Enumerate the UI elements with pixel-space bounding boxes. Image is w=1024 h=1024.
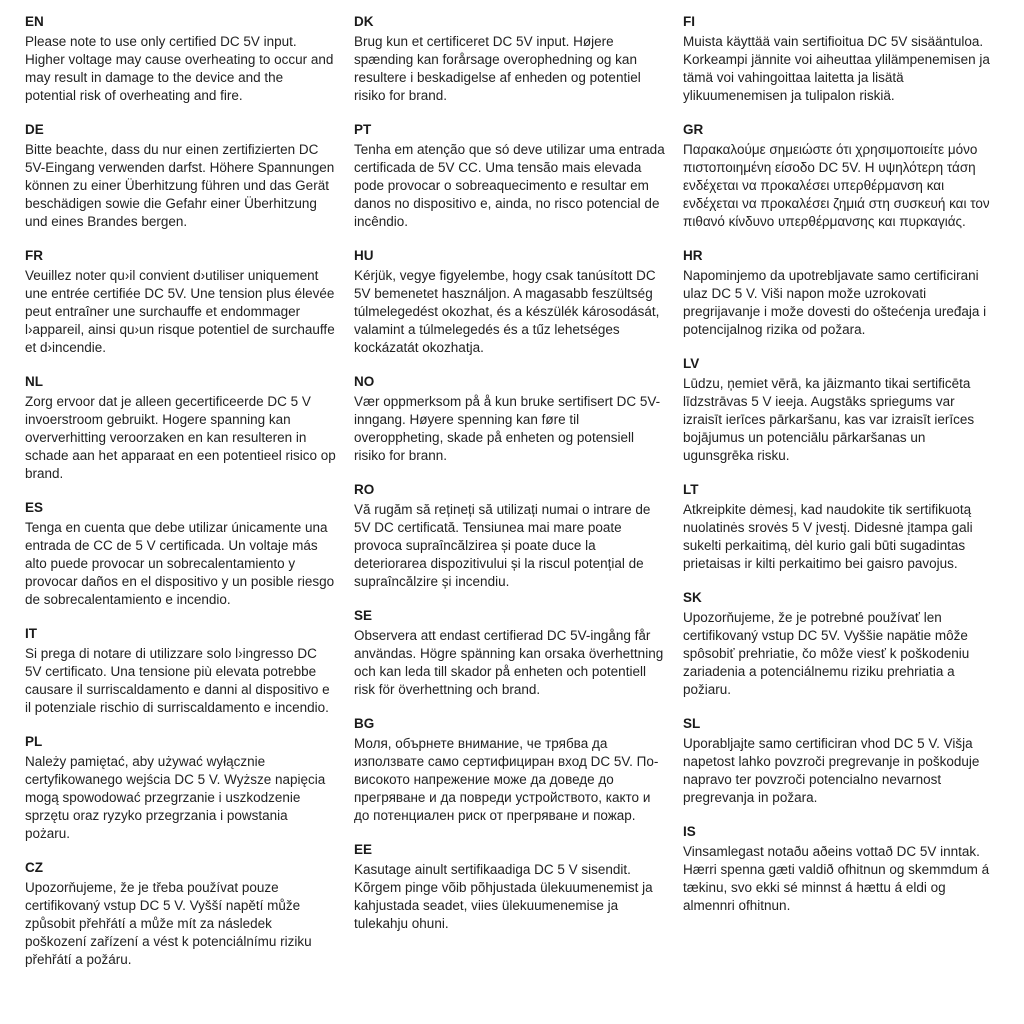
language-section <box>25 247 336 357</box>
language-section <box>354 715 665 825</box>
language-code-heading: DK <box>354 14 374 29</box>
language-section <box>25 13 336 105</box>
language-code-heading: CZ <box>25 860 43 875</box>
safety-notice-text: Vær oppmerksom på å kun bruke sertifisert DC 5V-inngang. Høyere spenning kan føre til overoppheting, skade på enheten og potensiell risiko for brann. <box>354 394 661 463</box>
language-section <box>25 121 336 231</box>
language-code-heading: GR <box>683 122 704 137</box>
safety-notice-text: Bitte beachte, dass du nur einen zertifizierten DC 5V-Eingang verwenden darfst. Höhere Spannungen können zu einer Überhitzung führen und das Gerät beschädigen sowie die Gefahr einer Überhitzung und eines Brandes bergen. <box>25 142 335 229</box>
safety-notice-text: Uporabljajte samo certificiran vhod DC 5 V. Višja napetost lahko povzroči pregrevanje in poškoduje napravo ter povzroči potencialno nevarnost pregrevanja in požara. <box>683 736 980 805</box>
safety-notice-text: Tenga en cuenta que debe utilizar únicamente una entrada de CC de 5 V certificada. Un voltaje más alto puede provocar un sobrecalentamiento y provocar daños en el dispositivo y un posible riesgo de sobrecalentamiento e incendio. <box>25 520 335 607</box>
safety-notice-text: Kérjük, vegye figyelembe, hogy csak tanúsított DC 5V bemenetet használjon. A magasabb feszültség túlmelegedést okozhat, és a készülék károsodását, valamint a túlmelegedés és a tűz lehetséges kockázatát okozhatja. <box>354 268 660 355</box>
language-code-heading: IS <box>683 824 696 839</box>
language-section <box>683 13 994 105</box>
safety-notice-text: Upozorňujeme, že je třeba používat pouze certifikovaný vstup DC 5 V. Vyšší napětí může způsobit přehřátí a může mít za následek poškození zařízení a vést k potenciálnímu riziku přehřátí a požáru. <box>25 880 312 967</box>
language-code-heading: RO <box>354 482 375 497</box>
language-code-heading: SE <box>354 608 373 623</box>
language-code-heading: HR <box>683 248 703 263</box>
notice-column-1 <box>25 13 336 985</box>
safety-notice-text: Upozorňujeme, že je potrebné používať len certifikovaný vstup DC 5V. Vyššie napätie môže spôsobiť prehriatie, čo môže viesť k poškodeniu zariadenia a potenciálnemu riziku prehriatia a požiaru. <box>683 610 970 697</box>
language-code-heading: FI <box>683 14 695 29</box>
safety-notice-text: Tenha em atenção que só deve utilizar uma entrada certificada de 5V CC. Uma tensão mais elevada pode provocar o sobreaquecimento e resultar em danos no dispositivo e, ainda, no risco potencial de incêndio. <box>354 142 665 229</box>
language-section <box>25 499 336 609</box>
language-section <box>683 481 994 573</box>
safety-notice-text: Brug kun et certificeret DC 5V input. Højere spænding kan forårsage overophedning og kan resultere i beskadigelse af enheden og potentiel risiko for brand. <box>354 34 641 103</box>
language-section <box>683 247 994 339</box>
language-section <box>354 247 665 357</box>
safety-notice-text: Моля, обърнете внимание, че трябва да използвате само сертифициран вход DC 5V. По-високото напрежение може да доведе до прегряване и да повреди устройството, както и до потенциален риск от прегряване и пожар. <box>354 736 659 823</box>
language-code-heading: EE <box>354 842 373 857</box>
language-section <box>25 733 336 843</box>
language-code-heading: NO <box>354 374 375 389</box>
language-code-heading: PT <box>354 122 372 137</box>
safety-notice-text: Veuillez noter qu›il convient d›utiliser uniquement une entrée certifiée DC 5V. Une tension plus élevée peut entraîner une surchauffe et endommager l›appareil, ainsi qu›un risque potentiel de surchauffe et d›incendie. <box>25 268 335 355</box>
language-section <box>354 841 665 933</box>
language-section <box>683 823 994 915</box>
language-section <box>354 13 665 105</box>
safety-notice-text: Kasutage ainult sertifikaadiga DC 5 V sisendit. Kõrgem pinge võib põhjustada ülekuumenemist ja kahjustada seadet, viies ülekuumenemise ja tulekahju ohuni. <box>354 862 653 931</box>
language-code-heading: IT <box>25 626 37 641</box>
language-section <box>354 481 665 591</box>
language-code-heading: FR <box>25 248 43 263</box>
language-section <box>683 589 994 699</box>
language-section <box>683 715 994 807</box>
safety-notice-text: Vă rugăm să rețineți să utilizați numai o intrare de 5V DC certificată. Tensiunea mai mare poate provoca supraîncălzirea și poate duce la deteriorarea dispozitivului și la riscul potențial de supraîncălzire și incendiu. <box>354 502 651 589</box>
language-section <box>683 121 994 231</box>
language-code-heading: SK <box>683 590 702 605</box>
language-section <box>354 373 665 465</box>
safety-notice-text: Παρακαλούμε σημειώστε ότι χρησιμοποιείτε μόνο πιστοποιημένη είσοδο DC 5V. Η υψηλότερη τάση ενδέχεται να προκαλέσει υπερθέρμανση και ενδέχεται να προκαλέσει ζημιά στη συσκευή και τον πιθανό κίνδυνο υπερθέρμανσης και πυρκαγιάς. <box>683 142 990 229</box>
safety-notice-text: Muista käyttää vain sertifioitua DC 5V sisääntuloa. Korkeampi jännite voi aiheuttaa ylilämpenemisen ja tämä voi vahingoittaa laitetta ja lisätä ylikuumenemisen ja tulipalon riskiä. <box>683 34 990 103</box>
language-code-heading: HU <box>354 248 374 263</box>
language-code-heading: PL <box>25 734 43 749</box>
language-code-heading: NL <box>25 374 43 389</box>
safety-notice-text: Observera att endast certifierad DC 5V-ingång får användas. Högre spänning kan orsaka överhettning och kan leda till skador på enheten och potentiell risk för överhettning och brand. <box>354 628 664 697</box>
safety-notice-text: Lūdzu, ņemiet vērā, ka jāizmanto tikai sertificēta līdzstrāvas 5 V ieeja. Augstāks spriegums var izraisīt ierīces pārkaršanu, kas var izraisīt ierīces bojājumus un potenciālu pārkaršanas un ugunsgrēka risku. <box>683 376 975 463</box>
language-section <box>354 121 665 231</box>
safety-notice-text: Atkreipkite dėmesį, kad naudokite tik sertifikuotą nuolatinės srovės 5 V įvestį. Didesnė įtampa gali sukelti perkaitimą, dėl kurio gali būti sugadintas prietaisas ir kilti perkaitimo bei gaisro pavojus. <box>683 502 973 571</box>
language-code-heading: ES <box>25 500 44 515</box>
safety-notice-text: Si prega di notare di utilizzare solo l›ingresso DC 5V certificato. Una tensione più elevata potrebbe causare il surriscaldamento e danni al dispositivo e il potenziale rischio di surriscaldamento e incendio. <box>25 646 330 715</box>
language-code-heading: EN <box>25 14 44 29</box>
language-code-heading: LV <box>683 356 700 371</box>
language-section <box>25 625 336 717</box>
language-code-heading: LT <box>683 482 699 497</box>
notice-column-3 <box>683 13 994 931</box>
safety-notice-text: Napominjemo da upotrebljavate samo certificirani ulaz DC 5 V. Viši napon može uzrokovati pregrijavanje i može dovesti do oštećenja uređaja i potencijalnog rizika od požara. <box>683 268 987 337</box>
safety-notice-text: Należy pamiętać, aby używać wyłącznie certyfikowanego wejścia DC 5 V. Wyższe napięcia mogą spowodować przegrzanie i uszkodzenie sprzętu oraz ryzyko przegrzania i powstania pożaru. <box>25 754 326 841</box>
language-code-heading: SL <box>683 716 701 731</box>
language-section <box>354 607 665 699</box>
language-section <box>683 355 994 465</box>
safety-notice-text: Zorg ervoor dat je alleen gecertificeerde DC 5 V invoerstroom gebruikt. Hogere spanning kan oververhitting veroorzaken en kan resulteren in schade aan het apparaat en een potentieel risico op brand. <box>25 394 336 481</box>
language-section <box>25 373 336 483</box>
language-code-heading: DE <box>25 122 44 137</box>
language-code-heading: BG <box>354 716 375 731</box>
safety-notice-text: Vinsamlegast notaðu aðeins vottað DC 5V inntak. Hærri spenna gæti valdið ofhitnun og skemmdum á tækinu, svo ekki sé minnst á hættu á eldi og almennri ofhitnun. <box>683 844 990 913</box>
notice-column-2 <box>354 13 665 949</box>
safety-notice-text: Please note to use only certified DC 5V input. Higher voltage may cause overheating to occur and may result in damage to the device and the potential risk of overheating and fire. <box>25 34 334 103</box>
language-section <box>25 859 336 969</box>
